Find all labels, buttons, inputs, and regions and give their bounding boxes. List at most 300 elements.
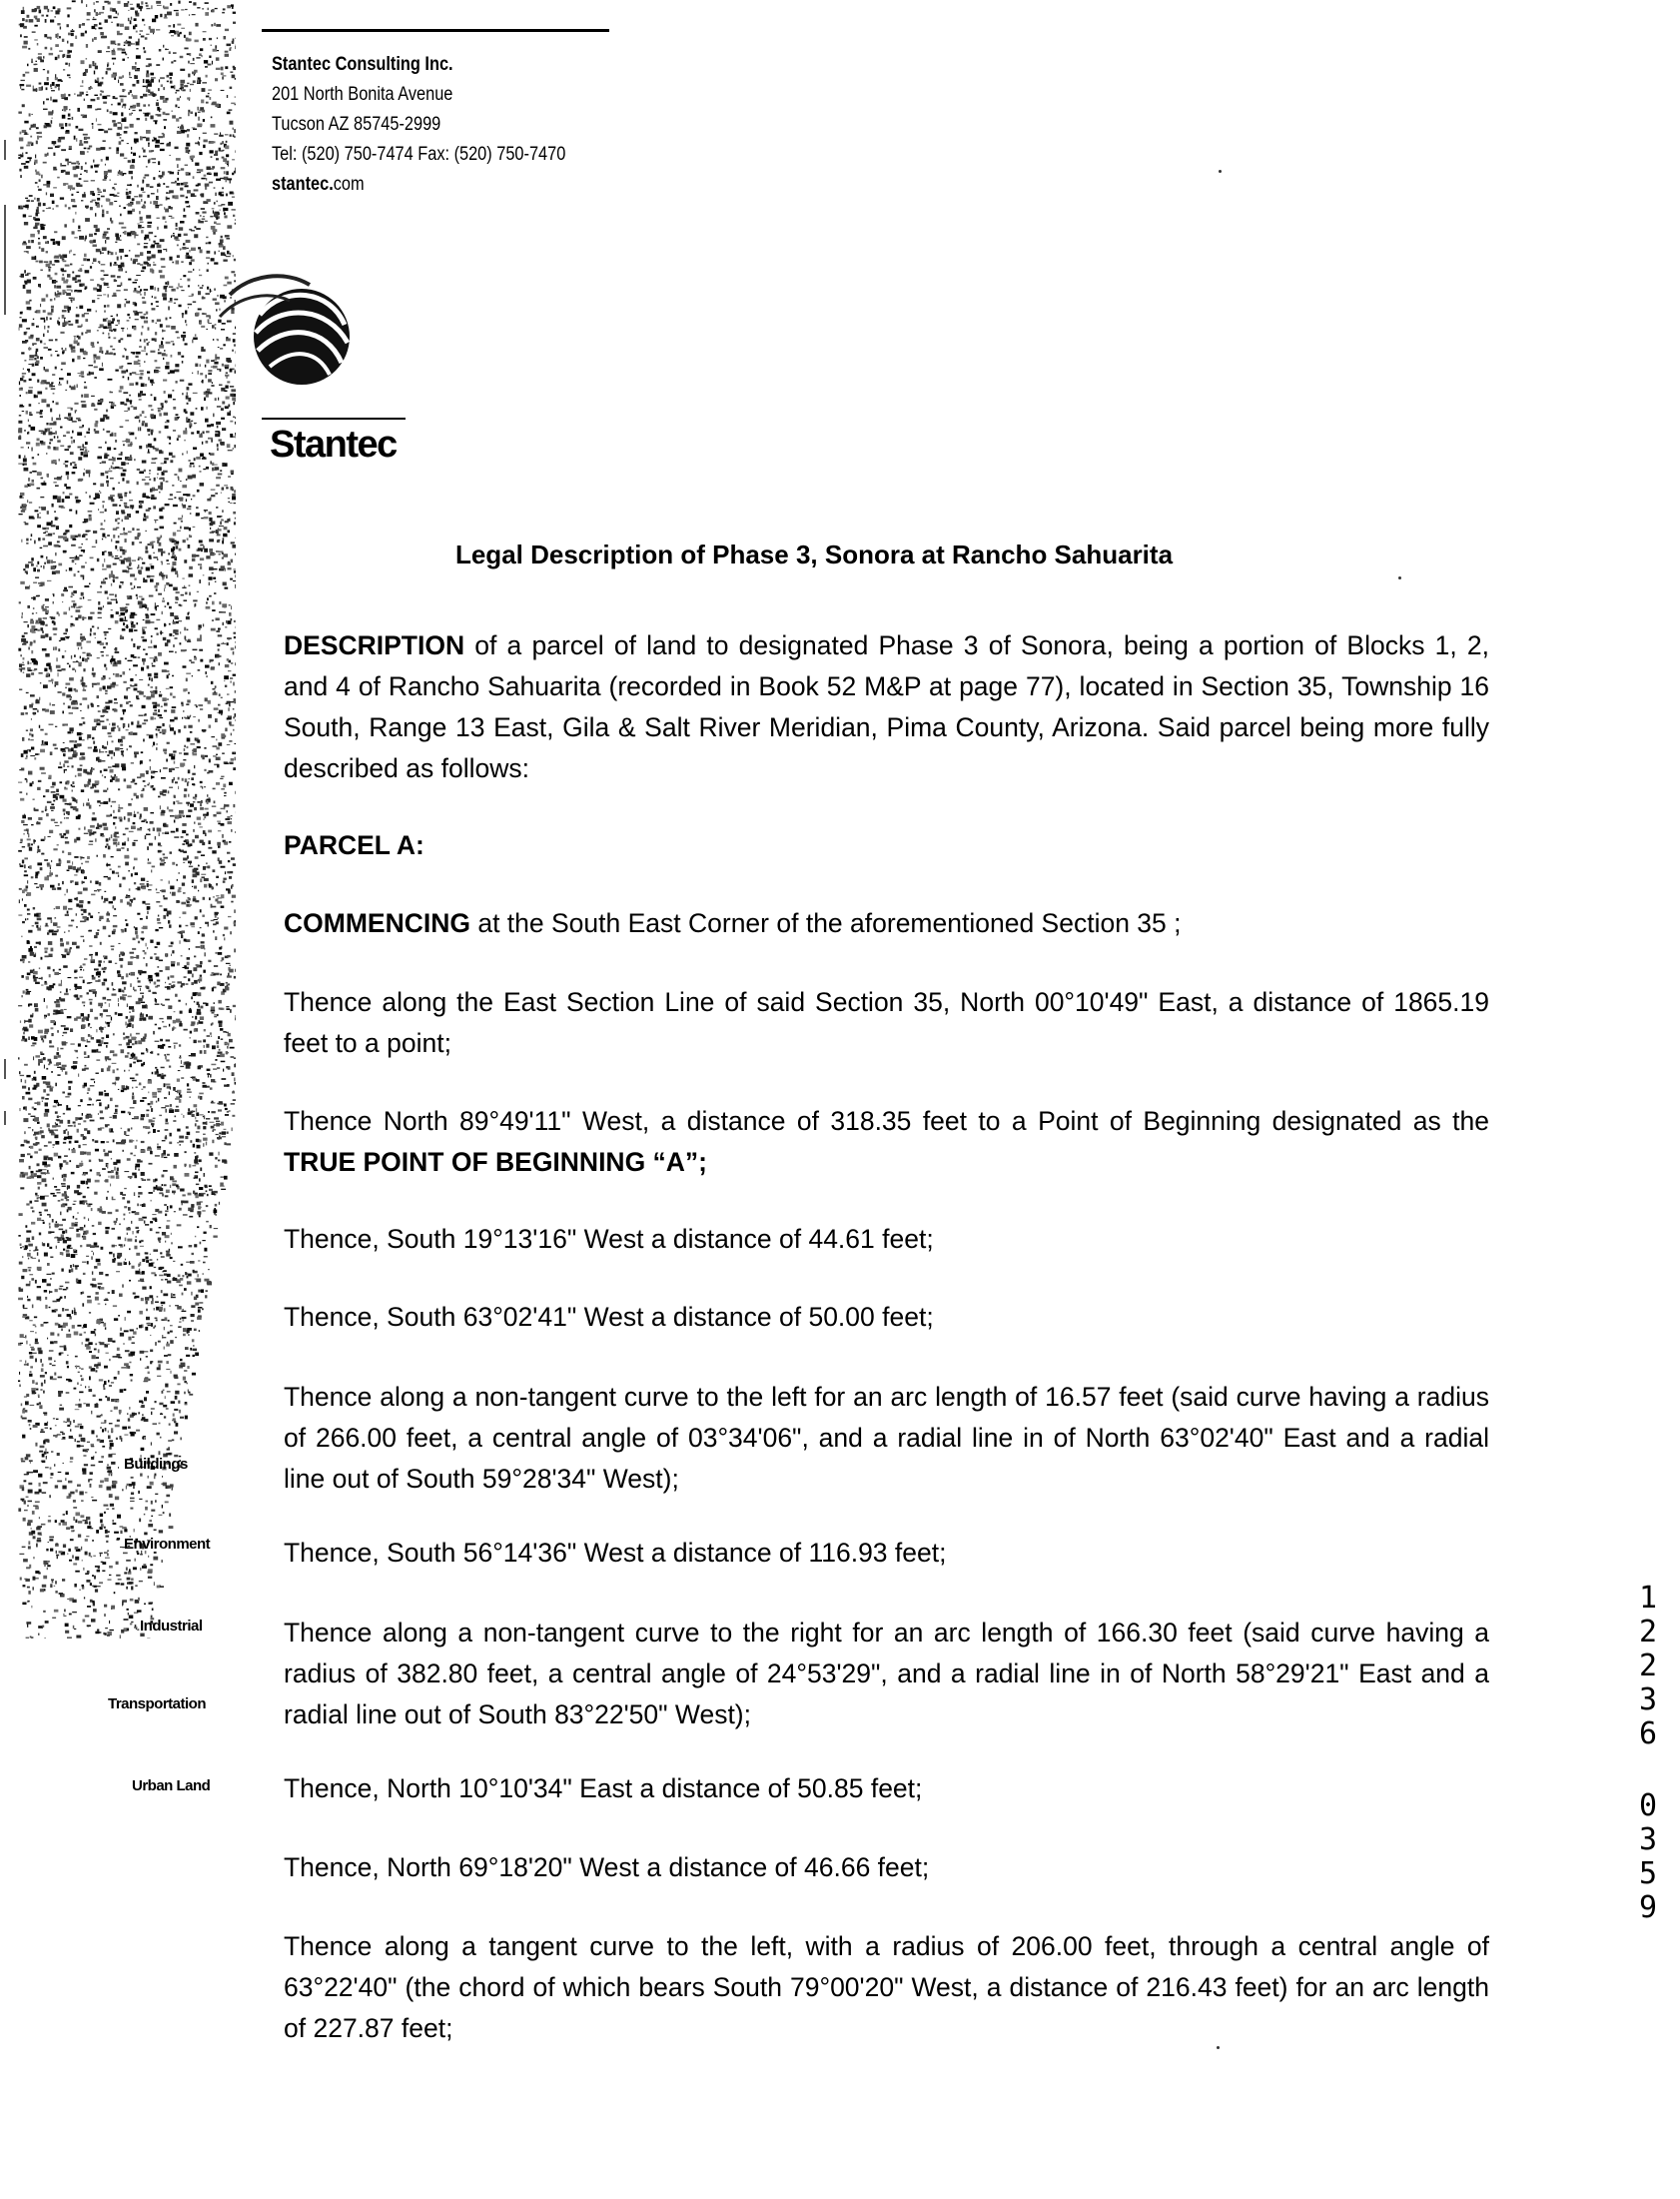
scan-speckle <box>154 438 157 441</box>
scan-speckle <box>63 611 67 614</box>
scan-speckle <box>225 871 226 874</box>
scan-speckle <box>64 1009 67 1010</box>
scan-speckle <box>53 1106 57 1108</box>
scan-speckle <box>137 913 140 915</box>
scan-speckle <box>86 492 88 494</box>
scan-speckle <box>18 1380 20 1382</box>
scan-speckle <box>128 870 130 871</box>
scan-speckle <box>102 247 107 251</box>
scan-speckle <box>92 1225 95 1227</box>
scan-speckle <box>107 597 108 600</box>
scan-speckle <box>98 1304 101 1305</box>
scan-speckle <box>219 1049 221 1051</box>
scan-speckle <box>34 757 36 759</box>
scan-speckle <box>42 1169 47 1170</box>
scan-speckle <box>112 58 116 60</box>
scan-speckle <box>45 1621 49 1624</box>
scan-speckle <box>60 332 64 334</box>
scan-speckle <box>85 1386 86 1388</box>
scan-speckle <box>141 1063 144 1066</box>
scan-speckle <box>141 598 144 600</box>
scan-speckle <box>209 518 212 522</box>
scan-speckle <box>49 1350 54 1351</box>
scan-speckle <box>158 1045 161 1048</box>
scan-speckle <box>181 183 184 186</box>
scan-speckle <box>31 534 33 537</box>
scan-speckle <box>196 57 200 58</box>
scan-speckle <box>29 1460 33 1462</box>
scan-speckle <box>173 1020 176 1024</box>
scan-speckle <box>141 1298 144 1301</box>
scan-speckle <box>68 977 72 978</box>
scan-speckle <box>55 1141 59 1145</box>
scan-speckle <box>120 899 123 903</box>
scan-speckle <box>113 915 117 916</box>
scan-speckle <box>186 678 188 682</box>
scan-speckle <box>132 560 136 561</box>
scan-speckle <box>146 1501 149 1503</box>
scan-speckle <box>25 712 28 714</box>
scan-speckle <box>23 990 25 993</box>
scan-speckle <box>130 983 132 987</box>
scan-speckle <box>80 1245 82 1247</box>
scan-speckle <box>29 847 32 851</box>
scan-speckle <box>153 1423 158 1425</box>
scan-speckle <box>82 1585 85 1587</box>
scan-speckle <box>227 810 228 812</box>
scan-speckle <box>133 732 137 735</box>
scan-speckle <box>67 381 69 385</box>
scan-speckle <box>121 452 123 456</box>
scan-speckle <box>226 141 228 143</box>
scan-speckle <box>192 675 193 676</box>
scan-speckle <box>81 1501 84 1502</box>
scan-speckle <box>157 227 158 230</box>
scan-speckle <box>227 816 230 818</box>
scan-speckle <box>129 113 132 115</box>
scan-speckle <box>81 592 84 596</box>
scan-speckle <box>139 286 141 288</box>
scan-speckle <box>144 1533 147 1536</box>
scan-speckle <box>112 801 117 803</box>
scan-speckle <box>180 527 181 530</box>
scan-speckle <box>69 1436 73 1439</box>
scan-speckle <box>85 1492 88 1493</box>
scan-speckle <box>203 866 206 870</box>
scan-speckle <box>23 1585 26 1587</box>
scan-speckle <box>19 1071 21 1074</box>
scan-speckle <box>83 1144 87 1145</box>
scan-speckle <box>120 996 124 999</box>
scan-speckle <box>100 147 105 150</box>
scan-speckle <box>218 830 221 831</box>
scan-speckle <box>158 1341 161 1343</box>
scan-speckle <box>223 208 228 211</box>
scan-speckle <box>110 8 113 12</box>
scan-speckle <box>119 559 123 560</box>
scan-speckle <box>48 1516 50 1517</box>
scan-speckle <box>31 1116 36 1117</box>
scan-speckle <box>112 994 117 996</box>
scan-speckle <box>21 540 22 543</box>
scan-speckle <box>40 497 44 498</box>
scan-speckle <box>29 516 34 519</box>
scan-speckle <box>145 37 148 39</box>
scan-speckle <box>174 85 176 89</box>
scan-speckle <box>29 1352 32 1354</box>
scan-speckle <box>176 1423 179 1427</box>
scan-speckle <box>27 1253 31 1257</box>
scan-speckle <box>160 805 161 809</box>
scan-speckle <box>155 1004 160 1005</box>
scan-speckle <box>109 402 113 403</box>
scan-speckle <box>47 523 52 527</box>
scan-speckle <box>32 480 35 483</box>
scan-speckle <box>112 457 113 459</box>
scan-speckle <box>198 141 199 144</box>
scan-speckle <box>233 568 236 569</box>
scan-speckle <box>143 739 145 742</box>
scan-speckle <box>29 1424 31 1426</box>
scan-speckle <box>136 594 138 596</box>
scan-speckle <box>182 830 186 833</box>
scan-speckle <box>130 107 133 109</box>
scan-speckle <box>26 246 31 249</box>
scan-speckle <box>88 901 91 904</box>
scan-speckle <box>137 244 140 246</box>
scan-speckle <box>112 555 114 557</box>
scan-speckle <box>100 1342 105 1345</box>
scan-speckle <box>196 1131 200 1133</box>
scan-speckle <box>120 675 123 677</box>
scan-speckle <box>104 232 109 234</box>
scan-speckle <box>44 982 47 984</box>
scan-speckle <box>181 902 186 905</box>
scan-speckle <box>211 45 213 46</box>
scan-speckle <box>94 95 98 96</box>
scan-speckle <box>124 778 127 781</box>
scan-speckle <box>139 399 142 400</box>
scan-speckle <box>31 1637 34 1639</box>
scan-speckle <box>120 618 124 622</box>
scan-speckle <box>36 132 39 134</box>
scan-speckle <box>69 607 70 611</box>
scan-speckle <box>133 938 136 941</box>
scan-speckle <box>23 241 26 243</box>
scan-speckle <box>190 84 194 85</box>
scan-speckle <box>134 196 138 197</box>
scan-speckle <box>128 803 132 806</box>
scan-speckle <box>25 205 29 209</box>
scan-speckle <box>98 912 99 913</box>
scan-speckle <box>120 1333 124 1337</box>
scan-speckle <box>180 1318 181 1320</box>
scan-speckle <box>109 459 113 461</box>
scan-speckle <box>207 1073 210 1075</box>
scan-speckle <box>84 826 86 829</box>
scan-speckle <box>159 1403 163 1406</box>
scan-speckle <box>159 49 162 52</box>
scan-speckle <box>33 1325 36 1326</box>
scan-speckle <box>104 558 105 562</box>
scan-speckle <box>30 1356 34 1359</box>
scan-speckle <box>25 564 29 568</box>
scan-speckle <box>31 557 34 560</box>
scan-speckle <box>74 1584 77 1588</box>
scan-speckle <box>67 663 69 664</box>
scan-speckle <box>45 1029 50 1033</box>
scan-speckle <box>23 1518 26 1522</box>
scan-speckle <box>39 431 44 433</box>
scan-speckle <box>95 952 98 956</box>
scan-speckle <box>93 831 96 833</box>
scan-speckle <box>60 1048 63 1050</box>
scan-speckle <box>185 165 188 167</box>
scan-speckle <box>36 1544 38 1548</box>
scan-speckle <box>143 577 145 579</box>
scan-speckle <box>63 281 68 284</box>
scan-speckle <box>29 113 31 116</box>
scan-speckle <box>168 1440 172 1442</box>
scan-speckle <box>167 75 170 78</box>
scan-speckle <box>78 1424 83 1426</box>
scan-speckle <box>209 725 212 728</box>
scan-speckle <box>154 953 156 955</box>
scan-speckle <box>20 842 23 843</box>
scan-speckle <box>132 1266 135 1269</box>
scan-speckle <box>59 36 61 38</box>
scan-speckle <box>60 943 64 947</box>
scan-speckle <box>24 456 25 459</box>
scan-speckle <box>44 836 45 840</box>
scan-speckle <box>174 1431 178 1434</box>
scan-speckle <box>84 254 87 257</box>
scan-speckle <box>127 1046 132 1048</box>
scan-speckle <box>172 1488 173 1491</box>
scan-speckle <box>145 1297 149 1301</box>
scan-speckle <box>214 965 218 967</box>
scan-speckle <box>30 728 33 731</box>
scan-speckle <box>124 1389 127 1391</box>
scan-speckle <box>209 1185 212 1187</box>
scan-speckle <box>185 778 188 782</box>
scan-speckle <box>69 494 72 496</box>
scan-speckle <box>186 499 187 502</box>
scan-speckle <box>152 255 156 259</box>
scan-speckle <box>86 1256 89 1257</box>
scan-speckle <box>109 1423 113 1424</box>
scan-speckle <box>99 1272 103 1275</box>
scan-speckle <box>28 447 29 449</box>
scan-speckle <box>51 786 55 787</box>
scan-speckle <box>81 0 83 3</box>
scan-speckle <box>180 481 182 482</box>
scan-speckle <box>224 1176 228 1180</box>
scan-speckle <box>120 635 122 638</box>
scan-speckle <box>43 162 47 164</box>
scan-speckle <box>28 1258 29 1260</box>
scan-speckle <box>25 758 28 759</box>
scan-speckle <box>157 538 161 540</box>
scan-speckle <box>32 1236 35 1240</box>
scan-speckle <box>196 1079 200 1082</box>
scan-speckle <box>132 1337 134 1338</box>
scan-speckle <box>158 288 160 292</box>
scan-speckle <box>224 680 225 681</box>
scan-speckle <box>190 1031 192 1034</box>
scan-speckle <box>117 1420 120 1422</box>
scan-speckle <box>95 994 96 997</box>
scan-speckle <box>41 887 43 890</box>
scan-speckle <box>103 971 105 973</box>
scan-speckle <box>74 688 77 691</box>
scan-speckle <box>159 345 164 349</box>
scan-speckle <box>180 917 181 918</box>
scan-speckle <box>144 514 146 518</box>
scan-speckle <box>128 10 129 11</box>
scan-speckle <box>41 773 46 774</box>
scan-speckle <box>128 532 132 534</box>
scan-speckle <box>111 614 114 618</box>
scan-speckle <box>158 709 160 712</box>
scan-speckle <box>128 837 130 841</box>
scan-speckle <box>111 1462 115 1465</box>
scan-speckle <box>129 191 131 194</box>
scan-speckle <box>213 788 216 790</box>
scan-speckle <box>172 561 176 565</box>
scan-speckle <box>143 950 145 952</box>
scan-speckle <box>21 1276 24 1279</box>
scan-speckle <box>95 1334 96 1337</box>
scan-speckle <box>213 1236 217 1238</box>
scan-speckle <box>151 463 156 465</box>
scan-speckle <box>75 775 77 777</box>
scan-speckle <box>39 941 41 944</box>
scan-speckle <box>141 1178 144 1179</box>
scan-speckle <box>222 1136 226 1137</box>
scan-speckle <box>59 969 61 971</box>
scan-speckle <box>51 679 54 681</box>
scan-speckle <box>155 1301 159 1303</box>
scan-speckle <box>109 1003 110 1007</box>
scan-speckle <box>43 1482 48 1484</box>
scan-speckle <box>162 833 165 834</box>
scan-speckle <box>82 23 85 26</box>
scan-speckle <box>95 1404 99 1408</box>
scan-speckle <box>164 710 167 712</box>
scan-speckle <box>56 1221 58 1223</box>
scan-speckle <box>157 474 159 476</box>
scan-speckle <box>148 1577 152 1579</box>
scan-speckle <box>31 718 32 720</box>
scan-speckle <box>186 1003 187 1005</box>
scan-speckle <box>113 17 117 19</box>
scan-speckle <box>108 2 111 5</box>
scan-speckle <box>155 332 157 335</box>
scan-speckle <box>94 1266 97 1269</box>
scan-speckle <box>57 355 60 357</box>
scan-speckle <box>150 1106 151 1108</box>
scan-speckle <box>208 1111 210 1113</box>
scan-speckle <box>89 1376 91 1380</box>
scan-speckle <box>135 417 140 419</box>
scan-speckle <box>121 736 125 739</box>
scan-speckle <box>168 1332 170 1335</box>
scan-speckle <box>217 1137 222 1139</box>
scan-speckle <box>35 622 40 623</box>
scan-speckle <box>67 274 71 278</box>
scan-speckle <box>134 578 136 580</box>
scan-speckle <box>187 1328 192 1331</box>
scan-speckle <box>34 1200 38 1202</box>
scan-speckle <box>70 452 74 455</box>
scan-speckle <box>56 1551 57 1554</box>
scan-speckle <box>84 1057 88 1058</box>
scan-speckle <box>61 1025 66 1027</box>
scan-speckle <box>199 826 203 827</box>
scan-speckle <box>149 1263 154 1267</box>
scan-speckle <box>53 533 55 535</box>
scan-speckle <box>232 197 235 198</box>
scan-speckle <box>182 1309 184 1311</box>
scan-speckle <box>235 690 236 693</box>
scan-speckle <box>214 23 216 26</box>
scan-speckle <box>98 261 100 263</box>
scan-speckle <box>41 635 46 638</box>
scan-speckle <box>27 64 29 66</box>
scan-speckle <box>66 487 71 490</box>
scan-speckle <box>47 1085 52 1087</box>
scan-speckle <box>194 1040 197 1043</box>
scan-speckle <box>43 1222 45 1224</box>
scan-speckle <box>84 1332 86 1334</box>
scan-speckle <box>20 1020 21 1023</box>
scan-speckle <box>26 755 27 758</box>
scan-speckle <box>197 851 201 853</box>
scan-speckle <box>213 755 217 756</box>
scan-speckle <box>139 377 142 380</box>
scan-speckle <box>165 605 167 606</box>
scan-speckle <box>144 243 148 244</box>
scan-speckle <box>28 1541 30 1545</box>
scan-speckle <box>180 69 185 71</box>
scan-speckle <box>144 24 146 25</box>
scan-speckle <box>131 176 133 179</box>
scan-speckle <box>43 604 45 605</box>
scan-speckle <box>134 288 136 291</box>
scan-speckle <box>36 261 39 263</box>
scan-speckle <box>122 767 126 771</box>
scan-speckle <box>141 36 145 38</box>
scan-speckle <box>189 1164 191 1167</box>
scan-speckle <box>178 1275 181 1278</box>
scan-speckle <box>178 107 180 108</box>
scan-speckle <box>176 228 178 230</box>
scan-speckle <box>221 906 225 908</box>
scan-speckle <box>40 60 44 63</box>
scan-speckle <box>104 283 106 284</box>
scan-speckle <box>126 1135 130 1136</box>
scan-speckle <box>155 145 160 148</box>
scan-speckle <box>119 740 121 743</box>
scan-speckle <box>114 908 116 910</box>
scan-speckle <box>81 395 83 398</box>
scan-speckle <box>54 747 58 749</box>
scan-speckle <box>63 1174 66 1178</box>
scan-speckle <box>81 452 84 456</box>
scan-speckle <box>143 104 146 106</box>
scan-speckle <box>28 1087 30 1090</box>
